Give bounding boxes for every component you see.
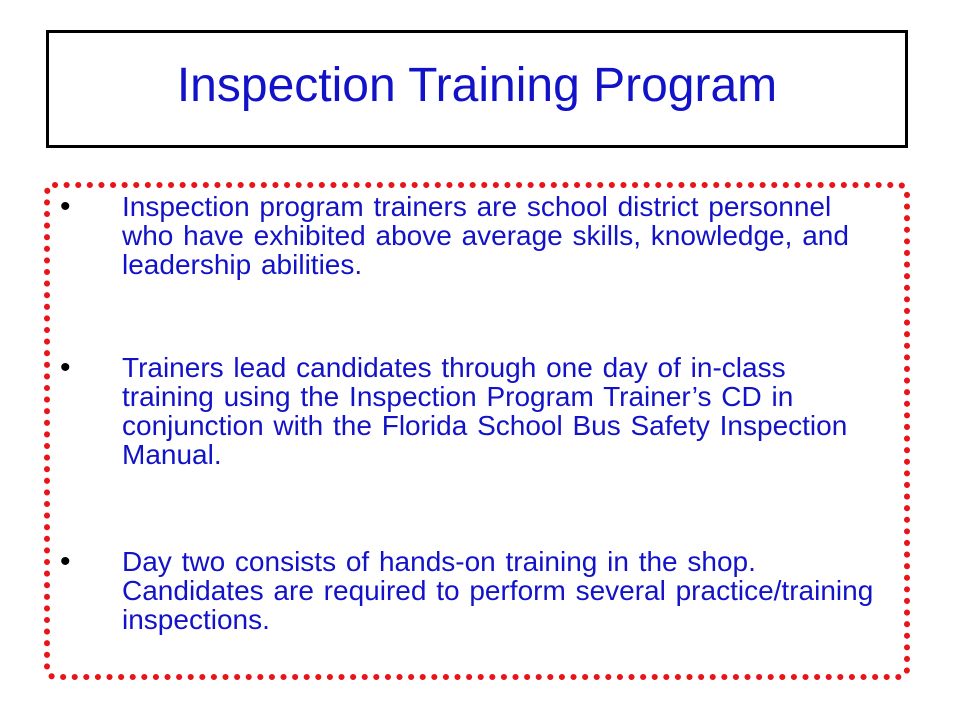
bullet-marker: • <box>60 351 71 384</box>
slide-title: Inspection Training Program <box>176 59 778 112</box>
bullet-text: Day two consists of hands-on training in the shop. Candidates are required to perform several practice/training inspections. <box>122 546 874 635</box>
bullet-marker: • <box>60 190 71 223</box>
bullet-marker: • <box>60 545 71 578</box>
bullet-text: Inspection program trainers are school district personnel who have exhibited above average skills, knowledge, and leadership abilities. <box>122 191 849 280</box>
bullet-text: Trainers lead candidates through one day of in-class training using the Inspection Program Trainer’s CD in conjunction with the Florida School Bus Safety Inspection Manual. <box>122 352 848 470</box>
slide-title-box <box>46 30 908 148</box>
bullet-list <box>43 181 911 681</box>
content-frame <box>43 181 911 681</box>
